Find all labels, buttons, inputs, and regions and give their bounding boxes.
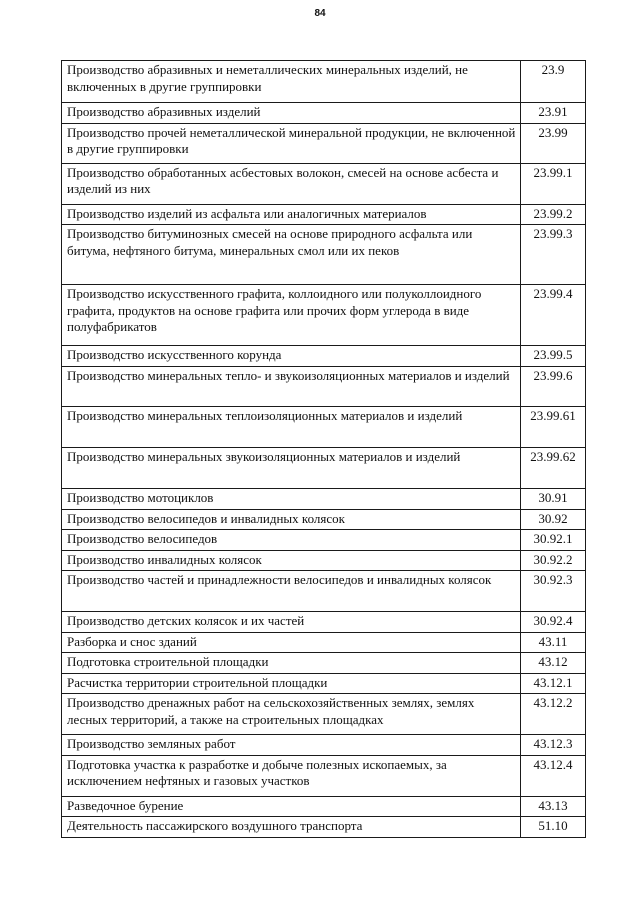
activity-code-cell: 30.91 xyxy=(521,488,586,509)
activity-name-cell: Производство минеральных теплоизоляционных материалов и изделий xyxy=(62,406,521,447)
activity-code-cell: 23.91 xyxy=(521,103,586,124)
activity-code-cell: 23.99.1 xyxy=(521,163,586,204)
table-row xyxy=(62,204,586,225)
activity-code-cell: 23.99.3 xyxy=(521,225,586,285)
table-row xyxy=(62,225,586,285)
activity-code-cell: 23.99.2 xyxy=(521,204,586,225)
activity-code-cell: 23.99.6 xyxy=(521,366,586,406)
activity-codes-table xyxy=(61,60,586,838)
table-row xyxy=(62,366,586,406)
table-row xyxy=(62,103,586,124)
table-row xyxy=(62,61,586,103)
activity-name-cell: Производство искусственного графита, коллоидного или полуколлоидного графита, продуктов на основе графита или прочих форм углерода в виде полуфабрикатов xyxy=(62,285,521,346)
activity-code-cell: 30.92.2 xyxy=(521,550,586,571)
table-row xyxy=(62,755,586,796)
activity-name-cell: Производство детских колясок и их частей xyxy=(62,612,521,633)
activity-code-cell: 30.92.3 xyxy=(521,571,586,612)
table-row xyxy=(62,694,586,735)
activity-name-cell: Производство велосипедов и инвалидных колясок xyxy=(62,509,521,530)
activity-name-cell: Разборка и снос зданий xyxy=(62,632,521,653)
activity-name-cell: Производство абразивных и неметаллических минеральных изделий, не включенных в другие группировки xyxy=(62,61,521,103)
table-row xyxy=(62,285,586,346)
table-row xyxy=(62,550,586,571)
table-row xyxy=(62,163,586,204)
activity-name-cell: Производство изделий из асфальта или аналогичных материалов xyxy=(62,204,521,225)
activity-code-cell: 23.9 xyxy=(521,61,586,103)
activity-name-cell: Производство земляных работ xyxy=(62,735,521,756)
activity-code-cell: 30.92 xyxy=(521,509,586,530)
table-body xyxy=(62,61,586,838)
activity-name-cell: Производство велосипедов xyxy=(62,530,521,551)
activity-name-cell: Производство инвалидных колясок xyxy=(62,550,521,571)
activity-code-cell: 23.99.61 xyxy=(521,406,586,447)
table-row xyxy=(62,488,586,509)
activity-name-cell: Подготовка участка к разработке и добыче полезных ископаемых, за исключением нефтяных и газовых участков xyxy=(62,755,521,796)
activity-code-cell: 43.12 xyxy=(521,653,586,674)
activity-name-cell: Производство прочей неметаллической минеральной продукции, не включенной в другие группировки xyxy=(62,123,521,163)
activity-name-cell: Подготовка строительной площадки xyxy=(62,653,521,674)
activity-name-cell: Производство частей и принадлежности велосипедов и инвалидных колясок xyxy=(62,571,521,612)
table-row xyxy=(62,735,586,756)
table-row xyxy=(62,632,586,653)
activity-name-cell: Производство абразивных изделий xyxy=(62,103,521,124)
activity-name-cell: Производство дренажных работ на сельскохозяйственных землях, землях лесных территорий, а также на строительных площадках xyxy=(62,694,521,735)
activity-code-cell: 43.11 xyxy=(521,632,586,653)
table-row xyxy=(62,796,586,817)
activity-code-cell: 23.99 xyxy=(521,123,586,163)
activity-code-cell: 43.12.3 xyxy=(521,735,586,756)
activity-code-cell: 43.13 xyxy=(521,796,586,817)
table-row xyxy=(62,530,586,551)
activity-code-cell: 51.10 xyxy=(521,817,586,838)
activity-code-cell: 43.12.2 xyxy=(521,694,586,735)
activity-code-cell: 23.99.4 xyxy=(521,285,586,346)
activity-name-cell: Производство минеральных тепло- и звукоизоляционных материалов и изделий xyxy=(62,366,521,406)
activity-name-cell: Производство искусственного корунда xyxy=(62,346,521,367)
table-row xyxy=(62,612,586,633)
table-row xyxy=(62,653,586,674)
page-number: 84 xyxy=(314,8,326,19)
table-row xyxy=(62,571,586,612)
table-row xyxy=(62,123,586,163)
activity-name-cell: Производство обработанных асбестовых волокон, смесей на основе асбеста и изделий из них xyxy=(62,163,521,204)
activity-name-cell: Деятельность пассажирского воздушного транспорта xyxy=(62,817,521,838)
activity-name-cell: Расчистка территории строительной площадки xyxy=(62,673,521,694)
activity-code-cell: 23.99.5 xyxy=(521,346,586,367)
activity-code-cell: 23.99.62 xyxy=(521,447,586,488)
table-row xyxy=(62,509,586,530)
activity-name-cell: Производство битуминозных смесей на основе природного асфальта или битума, нефтяного битума, минеральных смол или их пеков xyxy=(62,225,521,285)
table-row xyxy=(62,673,586,694)
table-row xyxy=(62,406,586,447)
activity-code-cell: 43.12.1 xyxy=(521,673,586,694)
activity-name-cell: Производство мотоциклов xyxy=(62,488,521,509)
table-row xyxy=(62,817,586,838)
activity-code-cell: 43.12.4 xyxy=(521,755,586,796)
activity-name-cell: Разведочное бурение xyxy=(62,796,521,817)
activity-code-cell: 30.92.4 xyxy=(521,612,586,633)
table-row xyxy=(62,447,586,488)
table-row xyxy=(62,346,586,367)
activity-code-cell: 30.92.1 xyxy=(521,530,586,551)
activity-name-cell: Производство минеральных звукоизоляционных материалов и изделий xyxy=(62,447,521,488)
